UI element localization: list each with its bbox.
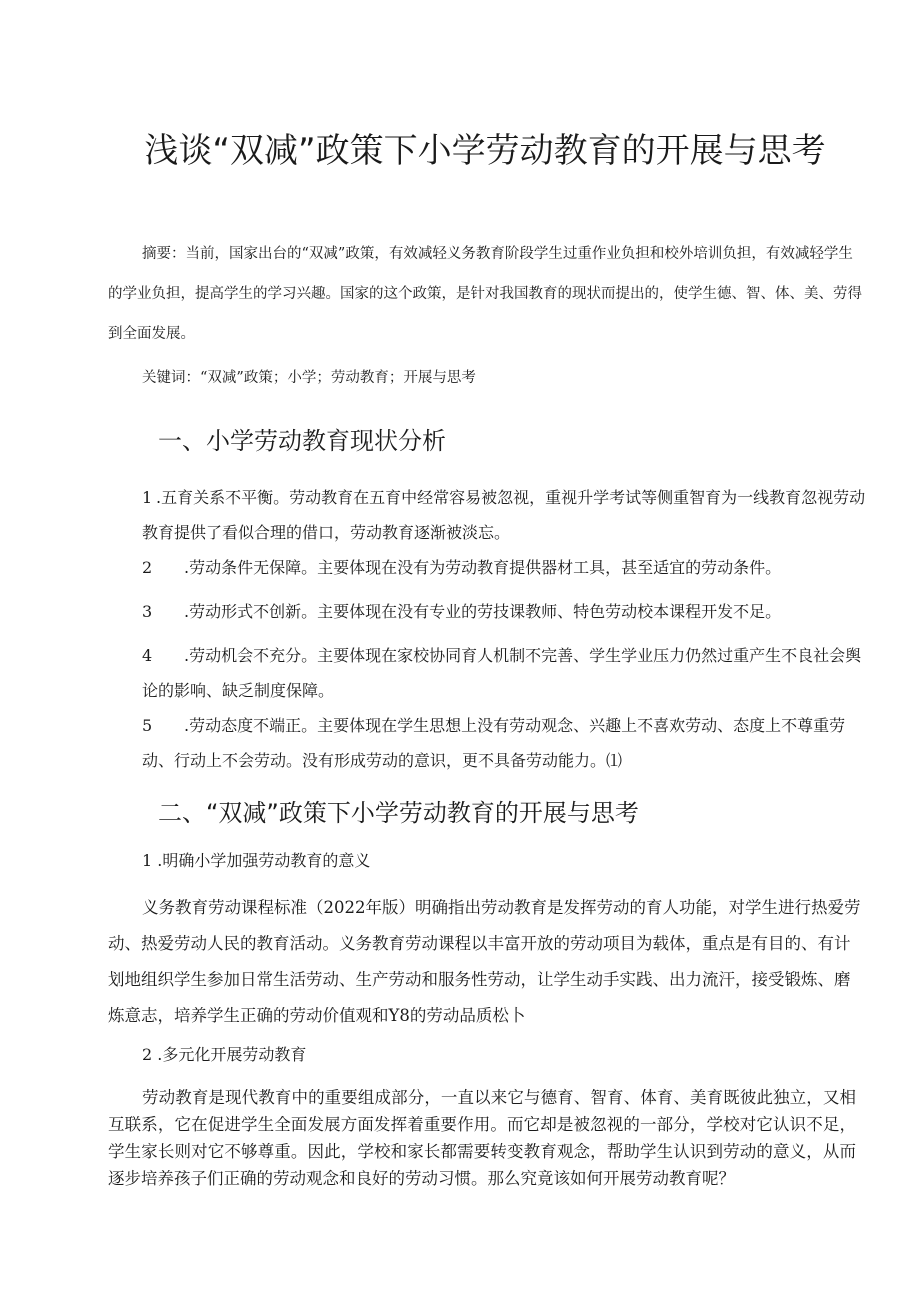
list-item-number: 3 bbox=[142, 602, 153, 621]
subsection-heading: 2 .多元化开展劳动教育 bbox=[142, 1045, 307, 1064]
list-item-number: 2 bbox=[142, 558, 153, 577]
subsection-heading: 1 .明确小学加强劳动教育的意义 bbox=[142, 851, 371, 870]
keywords: 关键词：“双减”政策；小学；劳动教育；开展与思考 bbox=[142, 370, 476, 386]
page-title: 浅谈“双减”政策下小学劳动教育的开展与思考 bbox=[144, 131, 826, 171]
abstract: 摘要：当前，国家出台的“双减”政策，有效减轻义务教育阶段学生过重作业负担和校外培训负担，有效减轻学生的学业负担，提高学生的学习兴趣。国家的这个政策，是针对我国教育的现状而提出的，使学生德、智、体、美、劳得到全面发展。 bbox=[108, 246, 862, 342]
list-item-number: 1 bbox=[142, 488, 153, 507]
section-heading-2: 二、“双减”政策下小学劳动教育的开展与思考 bbox=[158, 799, 639, 827]
list-item-text: .劳动态度不端正。主要体现在学生思想上没有劳动观念、兴趣上不喜欢劳动、态度上不尊重劳动、行动上不会劳动。没有形成劳动的意识，更不具备劳动能力。⑴ bbox=[142, 716, 846, 770]
paragraph: 义务教育劳动课程标准（2022年版）明确指出劳动教育是发挥劳动的育人功能，对学生进行热爱劳动、热爱劳动人民的教育活动。义务教育劳动课程以丰富开放的劳动项目为载体，重点是有目的、有计划地组织学生参加日常生活劳动、生产劳动和服务性劳动，让学生动手实践、出力流汗，接受锻炼、磨炼意志，培养学生正确的劳动价值观和Y8的劳动品质松卜 bbox=[108, 898, 861, 1025]
list-item bbox=[142, 594, 866, 629]
section-heading-1: 一、小学劳动教育现状分析 bbox=[158, 427, 446, 455]
list-item-number: 5 bbox=[142, 716, 153, 735]
paragraph: 劳动教育是现代教育中的重要组成部分，一直以来它与德育、智育、体育、美育既彼此独立，又相互联系，它在促进学生全面发展方面发挥着重要作用。而它却是被忽视的一部分，学校对它认识不足，学生家长则对它不够尊重。因此，学校和家长都需要转变教育观念，帮助学生认识到劳动的意义，从而逐步培养孩子们正确的劳动观念和良好的劳动习惯。那么究竟该如何开展劳动教育呢？ bbox=[108, 1088, 856, 1188]
list-item-number: 4 bbox=[142, 646, 153, 665]
list-item bbox=[142, 480, 866, 550]
list-item-text: .五育关系不平衡。劳动教育在五育中经常容易被忽视，重视升学考试等侧重智育为一线教育忽视劳动教育提供了看似合理的借口，劳动教育逐渐被淡忘。 bbox=[142, 488, 866, 542]
list-item bbox=[142, 708, 866, 778]
list-item-text: .劳动机会不充分。主要体现在家校协同育人机制不完善、学生学业压力仍然过重产生不良社会舆论的影响、缺乏制度保障。 bbox=[142, 646, 862, 700]
list-item-text: .劳动条件无保障。主要体现在没有为劳动教育提供器材工具，甚至适宜的劳动条件。 bbox=[184, 558, 782, 577]
list-item bbox=[142, 550, 866, 585]
list-item-text: .劳动形式不创新。主要体现在没有专业的劳技课教师、特色劳动校本课程开发不足。 bbox=[184, 602, 782, 621]
list-item bbox=[142, 638, 866, 708]
